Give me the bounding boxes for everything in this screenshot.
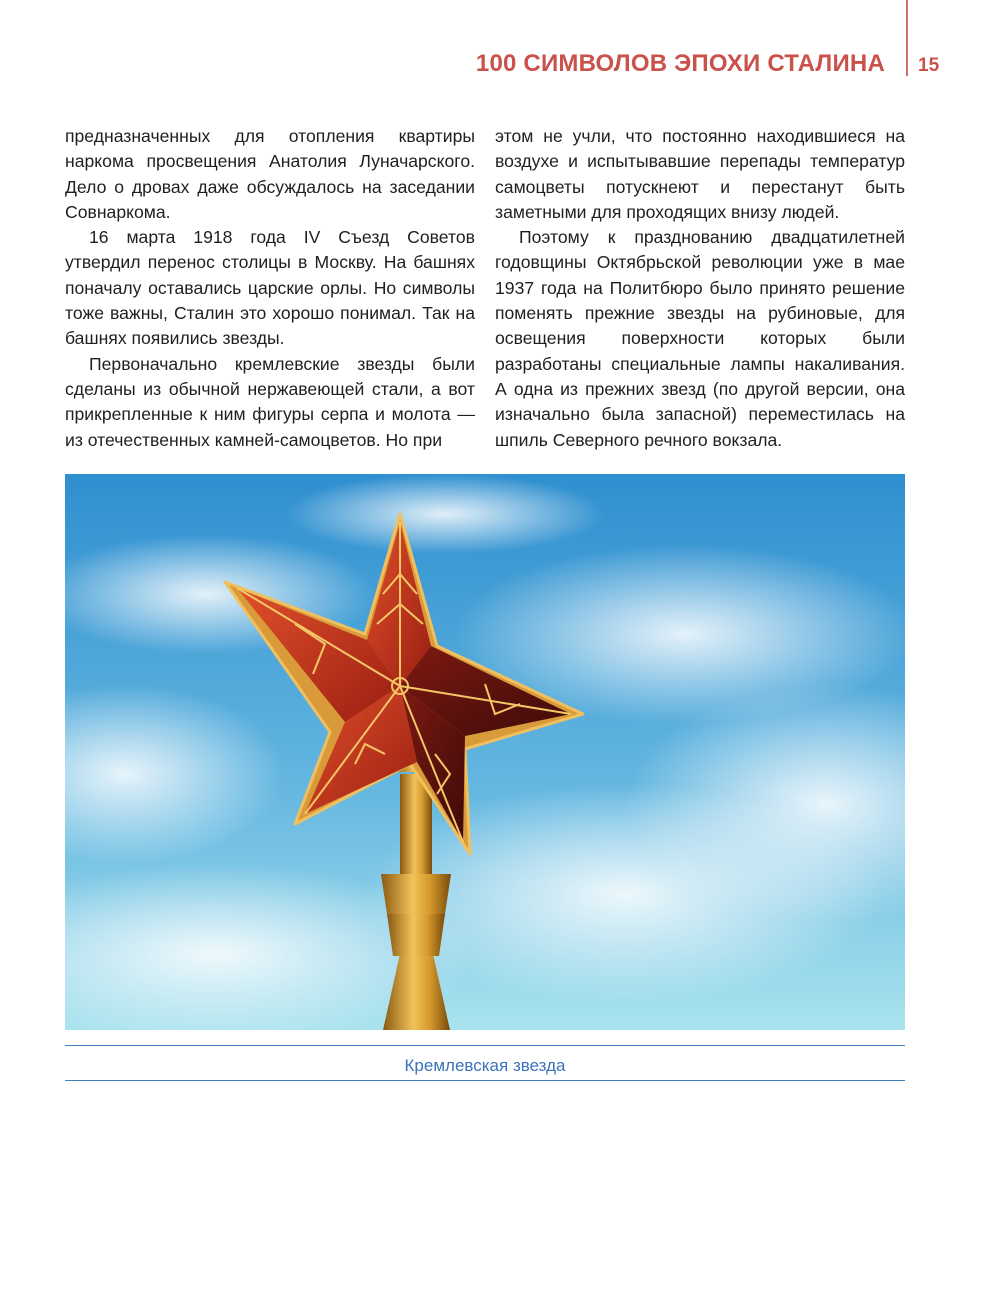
paragraph: Поэтому к празднованию двадцатилетней годовщины Октябрьской революции уже в мае 1937 года на Политбюро было принято решение поменять прежние звезды на рубиновые, для освещения поверхности которых были разработаны специальные лампы накаливания. А одна из прежних звезд (по другой версии, она изначально была запасной) переместилась на шпиль Северного речного вокзала. bbox=[495, 227, 905, 450]
paragraph: Первоначально кремлевские звезды были сделаны из обычной нержавеющей стали, а вот прикрепленные к ним фигуры серпа и молота — из отечественных камней-самоцветов. Но при bbox=[65, 353, 475, 450]
kremlin-star-photo bbox=[65, 474, 905, 1030]
right-text-column bbox=[495, 124, 905, 453]
left-text-column bbox=[65, 124, 475, 453]
header-divider bbox=[906, 0, 908, 76]
caption-rule-top bbox=[65, 1045, 905, 1046]
paragraph: предназначенных для отопления квартиры наркома просвещения Анатолия Луначарского. Дело о дровах даже обсуждалось на заседании Совнаркома. bbox=[65, 126, 475, 222]
caption-rule-bottom bbox=[65, 1080, 905, 1081]
figure-caption: Кремлевская звезда bbox=[404, 1056, 566, 1075]
page-number: 15 bbox=[918, 55, 940, 76]
running-title: 100 СИМВОЛОВ ЭПОХИ СТАЛИНА bbox=[475, 50, 885, 77]
paragraph: 16 марта 1918 года IV Съезд Советов утвердил перенос столицы в Москву. На башнях поначалу оставались царские орлы. Но символы тоже важны, Сталин это хорошо понимал. Так на башнях появились звезды. bbox=[65, 227, 475, 349]
paragraph: этом не учли, что постоянно находившиеся на воздухе и испытывавшие перепады температур самоцветы потускнеют и перестанут быть заметными для проходящих внизу людей. bbox=[495, 126, 905, 222]
